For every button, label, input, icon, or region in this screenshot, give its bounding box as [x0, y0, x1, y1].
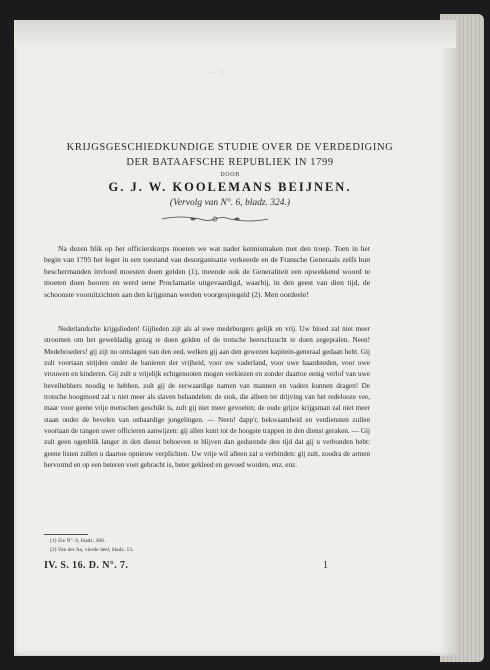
running-head: — 3 [208, 68, 224, 77]
article-title-line-2: DER BATAAFSCHE REPUBLIEK IN 1799 [126, 157, 334, 168]
continuation-note: (Vervolg van N°. 6, bladz. 324.) [169, 198, 291, 208]
paragraph-proclamation: Nederlandsche krijgslieden! Gijlieden zijt als al uwe medeburgers gelijk en vrij. Uw bloed zal niet meer stroomen om het geweldadig gezag te doen gelden of de trotsche heerschzucht te doen zegepralen. Neen! Medebroeders! gij zijt nu ontslagen van den eed, welken gij aan den gewezen kapitein-generaal gedaan hebt. Gij zult voortaan strijden onder de banieren der vrijheid, voor uw vaderland, voor uwe haardsteden, voor uwe vrouwen en kinderen. Gij zult u vrijelijk echtgenooten mogen verkiezen en zonder daartoe eenig verlof van uwe bevelhebbers noodig te hebben, zult gij de eerwaardige namen van mannen en vaders kunnen dragen! De trotsche hoogmoed zal u niet meer als slaven behandelen: de stok, die alleen ter drijving van het redelooze vee, maar voor geene vrije menschen geschikt is, zult gij niet meer gevoelen; de oude grijze krijgsman zal niet meer staan onder de bevelen van onbaardige jongelingen. — Neen! dapp'r, bekwaamheid en verdiensten zullen voortaan de rangen uwer officieren aanwijzen: gij allen kunt tot de hoogste trappen in den dienst geraken. — Gij zult geen ogenblik langer in den dienst behoeven te blijven dan gedurende den tijd dat gij u verbonden hebt: geene listen zullen u daartoe opnieuw verplichten. Uw vrije wil alleen zal u verbinden: gij zult, zoodra de armen hervormd en op een beteren voet gebracht is, beter gekleed en gevoed worden, enz. enz. [44, 325, 370, 470]
ornament-divider [160, 213, 270, 225]
paragraph-intro: Na dezen blik op het officierskorps moeten we wat nader kennismaken met den troep. Toen in het begin van 1795 het leger in een toestand van desorganisatie verkeerde en de Fransche Generaals zelfs hun beschermanden invloed moesten doen gelden (1), meende ook de Generaliteit een opwekkend woord te moeten doen hooren en werd eene Proclamatie uitgevaardigd, waarbij, in den geest van dien tijd, de schoonste vooruitzichten aan den krijgsman werden voorgespiegeld (2). Men oordeele! [44, 244, 370, 299]
footnote-1: (1) Zie N°. 6, bladz. 306. [50, 538, 106, 544]
by-line: DOOR [220, 172, 240, 178]
article-title-line-1: KRIJGSGESCHIEDKUNDIGE STUDIE OVER DE VERDEDIGING [66, 142, 394, 153]
author-name: G. J. W. KOOLEMANS BEIJNEN. [108, 180, 352, 194]
footnote-divider [44, 534, 88, 535]
footnote-2: (2) Van der Aa, vierde deel, bladz. 13. [50, 547, 134, 553]
page-top-shadow [14, 20, 456, 48]
page-number: 1 [323, 560, 328, 571]
signature-mark: IV. S. 16. D. N°. 7. [44, 560, 129, 571]
